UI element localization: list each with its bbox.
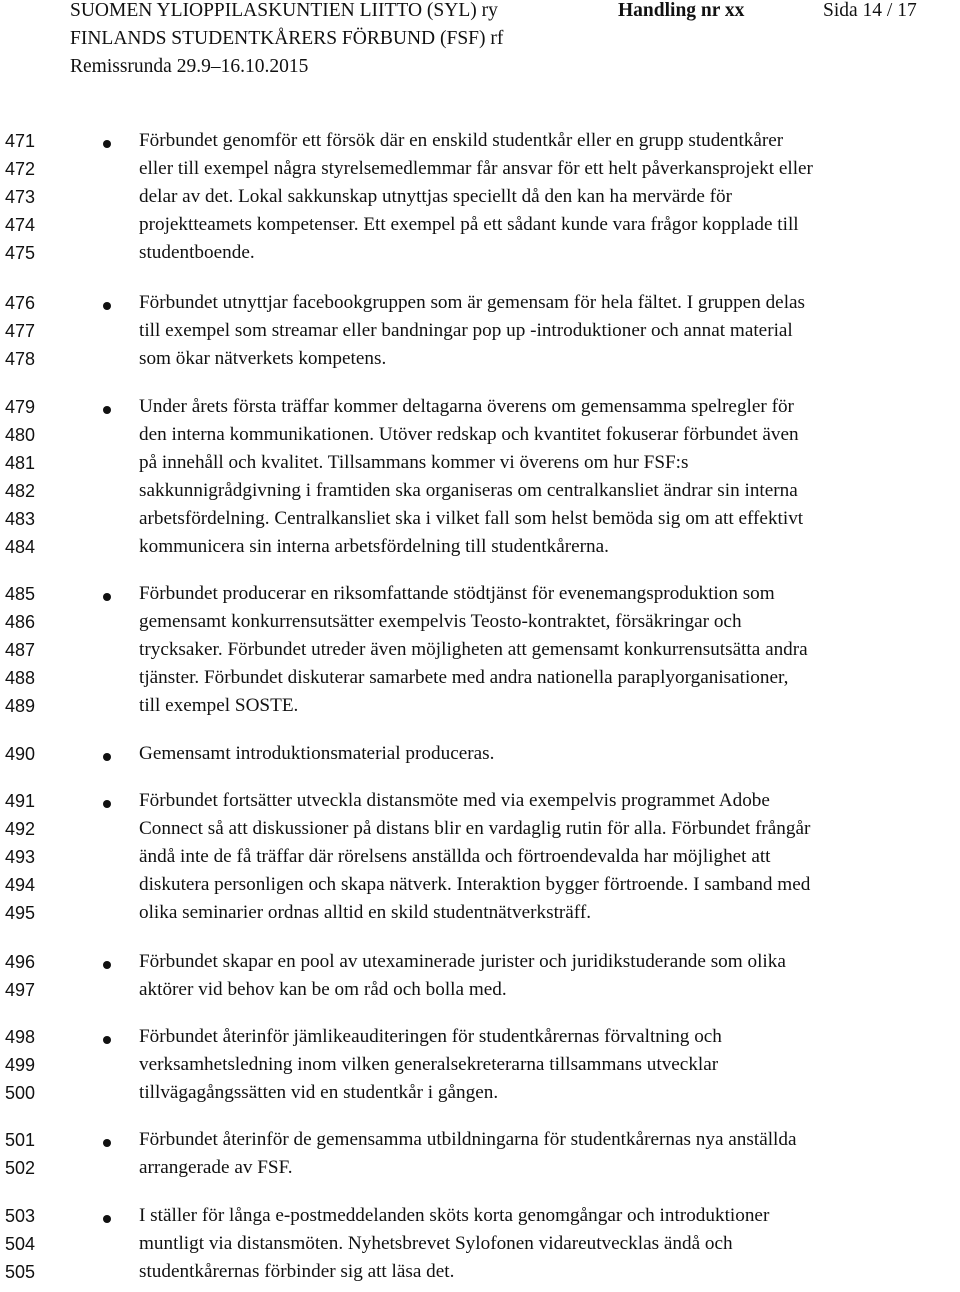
line-number: 501 [5, 1130, 36, 1150]
line-number: 481 [5, 453, 36, 473]
list-item [0, 397, 960, 565]
header-org-name-sv: FINLANDS STUDENTKÅRERS FÖRBUND (FSF) rf [70, 28, 504, 49]
line-number: 479 [5, 397, 36, 417]
line-number: 488 [5, 668, 36, 688]
bullet-icon [103, 800, 111, 808]
paragraph-line: Connect så att diskussioner på distans blir en vardaglig rutin för alla. Förbundet frångår [139, 818, 811, 839]
line-number: 477 [5, 321, 36, 341]
paragraph-line: studentboende. [139, 242, 255, 263]
line-number: 493 [5, 847, 36, 867]
line-number: 491 [5, 791, 36, 811]
line-number: 494 [5, 875, 36, 895]
paragraph-line: arrangerade av FSF. [139, 1157, 293, 1178]
paragraph-line: Förbundet skapar en pool av utexaminerade jurister och juridikstuderande som olika [139, 951, 786, 972]
bullet-icon [103, 406, 111, 414]
line-number: 499 [5, 1055, 36, 1075]
paragraph-line: Gemensamt introduktionsmaterial produceras. [139, 743, 495, 764]
list-item [0, 791, 960, 931]
paragraph-line: I ställer för långa e-postmeddelanden sköts korta genomgångar och introduktioner [139, 1205, 770, 1226]
line-number: 480 [5, 425, 36, 445]
paragraph-line: muntligt via distansmöten. Nyhetsbrevet Sylofonen vidareutvecklas ändå och [139, 1233, 733, 1254]
line-number: 471 [5, 131, 36, 151]
line-number: 472 [5, 159, 36, 179]
line-number: 482 [5, 481, 36, 501]
bullet-icon [103, 1139, 111, 1147]
paragraph-line: tillvägagångssätten vid en studentkår i gången. [139, 1082, 499, 1103]
bullet-icon [103, 1036, 111, 1044]
list-item [0, 584, 960, 724]
paragraph-line: Förbundet producerar en riksomfattande stödtjänst för evenemangsproduktion som [139, 583, 775, 604]
line-number: 492 [5, 819, 36, 839]
list-item [0, 744, 960, 772]
line-number: 475 [5, 243, 36, 263]
line-number: 487 [5, 640, 36, 660]
paragraph-line: diskutera personligen och skapa nätverk. Interaktion bygger förtroende. I samband med [139, 874, 811, 895]
line-number: 502 [5, 1158, 36, 1178]
line-number: 489 [5, 696, 36, 716]
line-number: 483 [5, 509, 36, 529]
line-number: 500 [5, 1083, 36, 1103]
line-number: 473 [5, 187, 36, 207]
paragraph-line: till exempel SOSTE. [139, 695, 299, 716]
line-number: 497 [5, 980, 36, 1000]
paragraph-line: Förbundet återinför de gemensamma utbildningarna för studentkårernas nya anställda [139, 1129, 797, 1150]
line-number: 505 [5, 1262, 36, 1282]
line-number: 490 [5, 744, 36, 764]
bullet-icon [103, 1215, 111, 1223]
line-number: 476 [5, 293, 36, 313]
line-number: 474 [5, 215, 36, 235]
bullet-icon [103, 140, 111, 148]
paragraph-line: den interna kommunikationen. Utöver redskap och kvantitet fokuserar förbundet även [139, 424, 799, 445]
header-org-name-fi: SUOMEN YLIOPPILASKUNTIEN LIITTO (SYL) ry [70, 0, 498, 21]
bullet-icon [103, 593, 111, 601]
paragraph-line: arbetsfördelning. Centralkansliet ska i vilket fall som helst bemöda sig om att effektivt [139, 508, 804, 529]
paragraph-line: till exempel som streamar eller bandningar pop up -introduktioner och annat material [139, 320, 793, 341]
line-number: 503 [5, 1206, 36, 1226]
line-number: 496 [5, 952, 36, 972]
paragraph-line: studentkårernas förbinder sig att läsa det. [139, 1261, 455, 1282]
line-number: 498 [5, 1027, 36, 1047]
bullet-icon [103, 961, 111, 969]
paragraph-line: delar av det. Lokal sakkunskap utnyttjas speciellt då den kan ha mervärde för [139, 186, 733, 207]
paragraph-line: Förbundet genomför ett försök där en enskild studentkår eller en grupp studentkårer [139, 130, 784, 151]
list-item [0, 952, 960, 1008]
paragraph-line: sakkunnigrådgivning i framtiden ska organiseras om centralkansliet ändrar sin interna [139, 480, 798, 501]
bullet-icon [103, 302, 111, 310]
paragraph-line: gemensamt konkurrensutsätter exempelvis Teosto-kontraktet, försäkringar och [139, 611, 742, 632]
line-number: 495 [5, 903, 36, 923]
paragraph-line: tjänster. Förbundet diskuterar samarbete med andra nationella paraplyorganisationer, [139, 667, 789, 688]
paragraph-line: aktörer vid behov kan be om råd och bolla med. [139, 979, 507, 1000]
paragraph-line: Förbundet återinför jämlikeauditeringen för studentkårernas förvaltning och [139, 1026, 722, 1047]
list-item [0, 1027, 960, 1111]
list-item [0, 131, 960, 271]
paragraph-line: olika seminarier ordnas alltid en skild studentnätverksträff. [139, 902, 592, 923]
line-number: 504 [5, 1234, 36, 1254]
list-item [0, 293, 960, 377]
paragraph-line: eller till exempel några styrelsemedlemmar får ansvar för ett helt påverkansprojekt eller [139, 158, 813, 179]
line-number: 485 [5, 584, 36, 604]
paragraph-line: Förbundet utnyttjar facebookgruppen som är gemensam för hela fältet. I gruppen delas [139, 292, 806, 313]
paragraph-line: Förbundet fortsätter utveckla distansmöte med via exempelvis programmet Adobe [139, 790, 770, 811]
list-item [0, 1206, 960, 1290]
paragraph-line: som ökar nätverkets kompetens. [139, 348, 387, 369]
line-number: 478 [5, 349, 36, 369]
header-document-label: Handling nr xx [618, 0, 745, 21]
header-round-dates: Remissrunda 29.9–16.10.2015 [70, 56, 309, 77]
header-page-number: Sida 14 / 17 [823, 0, 917, 21]
line-number: 484 [5, 537, 36, 557]
line-number: 486 [5, 612, 36, 632]
paragraph-line: Under årets första träffar kommer deltagarna överens om gemensamma spelregler för [139, 396, 794, 417]
paragraph-line: på innehåll och kvalitet. Tillsammans kommer vi överens om hur FSF:s [139, 452, 689, 473]
paragraph-line: verksamhetsledning inom vilken generalsekreterarna tillsammans utvecklar [139, 1054, 719, 1075]
paragraph-line: kommunicera sin interna arbetsfördelning till studentkårerna. [139, 536, 609, 557]
paragraph-line: ändå inte de få träffar där rörelsens anställda och förtroendevalda har möjlighet att [139, 846, 771, 867]
bullet-icon [103, 753, 111, 761]
paragraph-line: trycksaker. Förbundet utreder även möjligheten att gemensamt konkurrensutsätta andra [139, 639, 808, 660]
paragraph-line: projektteamets kompetenser. Ett exempel på ett sådant kunde vara frågor kopplade till [139, 214, 799, 235]
list-item [0, 1130, 960, 1186]
